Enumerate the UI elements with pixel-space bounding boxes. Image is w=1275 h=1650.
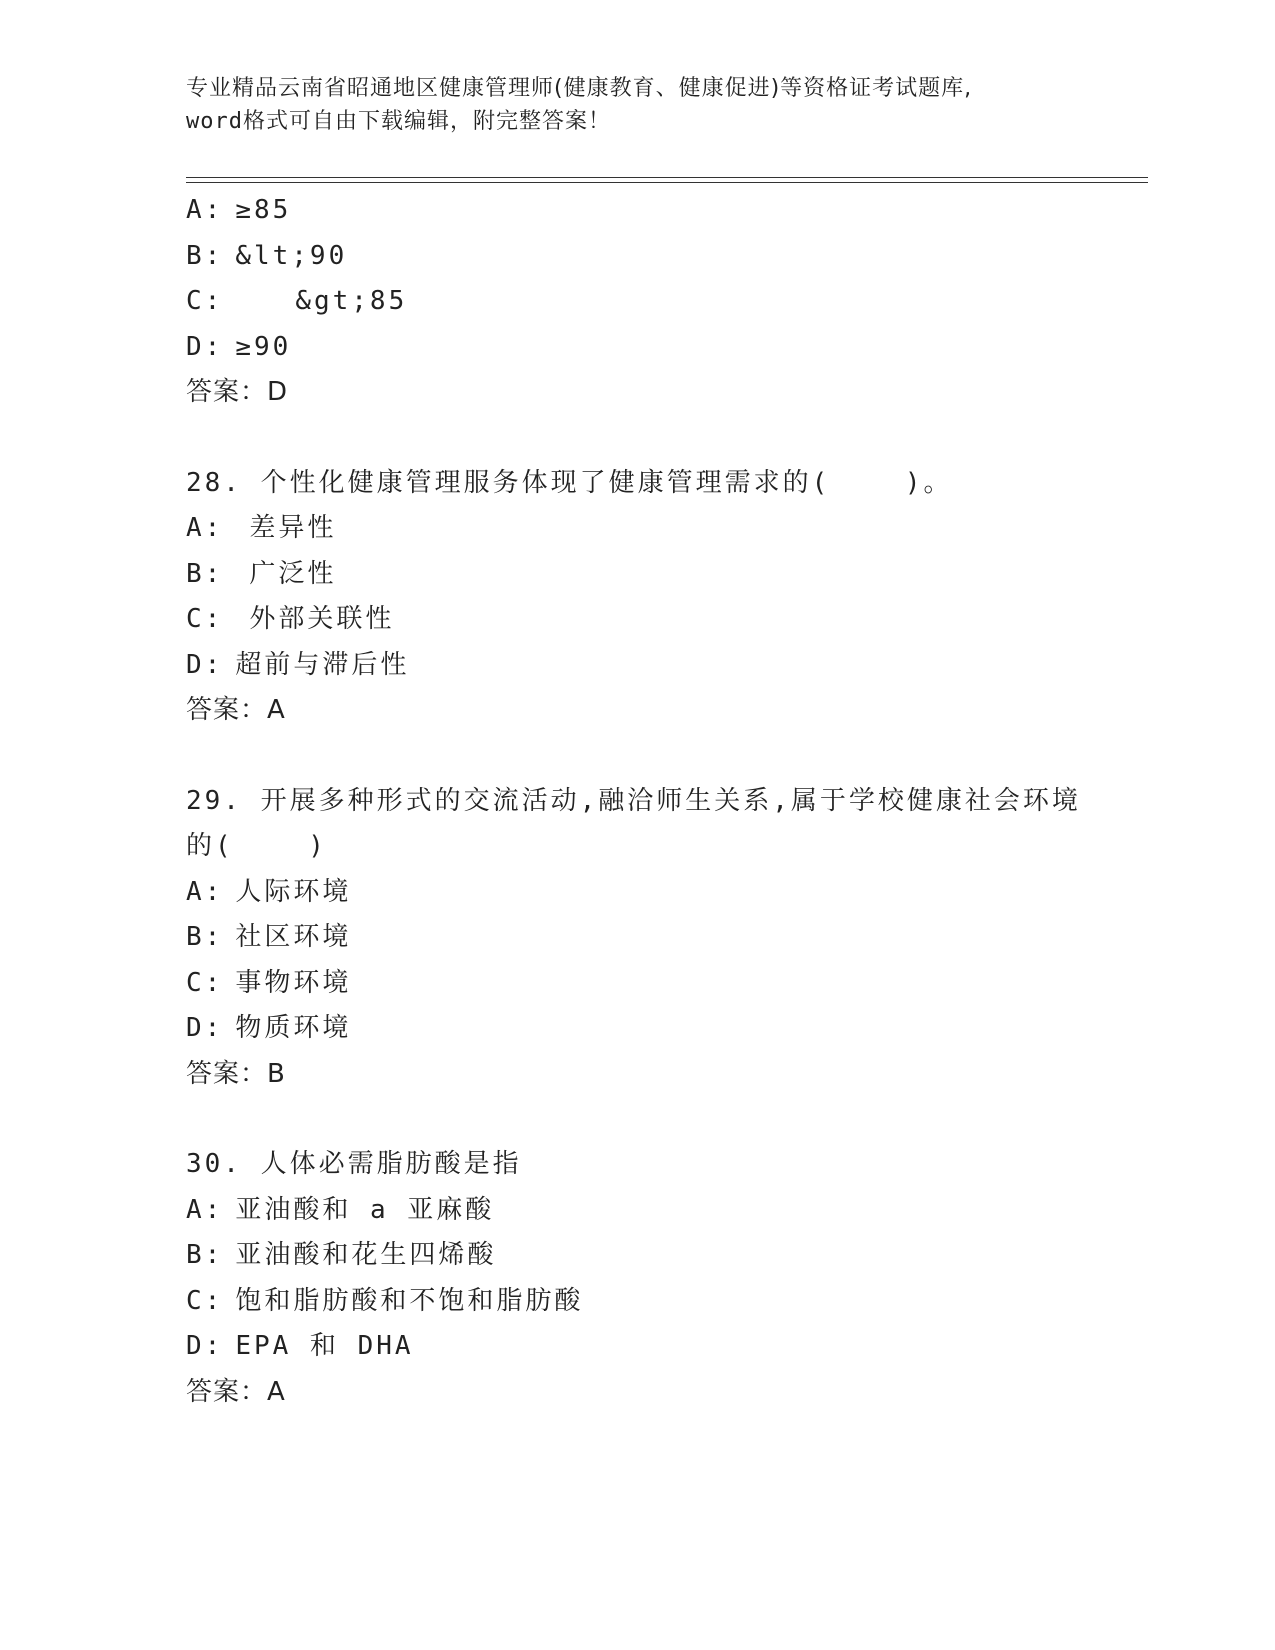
document-header bbox=[186, 72, 1106, 138]
option-b: B: 广泛性 bbox=[186, 558, 337, 589]
question-29 bbox=[186, 779, 1126, 1098]
answer: 答案：A bbox=[186, 1376, 286, 1407]
spacer bbox=[186, 416, 1126, 461]
spacer bbox=[186, 1097, 1126, 1142]
question-stem-line-2: 的( ) bbox=[186, 831, 327, 861]
option-c: C: 饱和脂肪酸和不饱和脂肪酸 bbox=[186, 1285, 584, 1316]
option-c: C: 事物环境 bbox=[186, 967, 352, 998]
option-a: A: 亚油酸和 a 亚麻酸 bbox=[186, 1194, 495, 1225]
option-a: A: 人际环境 bbox=[186, 876, 352, 907]
option-a: A: 差异性 bbox=[186, 513, 337, 543]
answer: 答案：A bbox=[186, 695, 286, 725]
option-c: C: &gt;85 bbox=[186, 286, 408, 316]
header-divider-top bbox=[186, 177, 1148, 178]
question-list bbox=[186, 188, 1126, 1415]
question-30 bbox=[186, 1142, 1126, 1415]
header-line-1: 专业精品云南省昭通地区健康管理师(健康教育、健康促进)等资格证考试题库, bbox=[186, 76, 973, 101]
option-d: D: 超前与滞后性 bbox=[186, 649, 410, 680]
header-divider-bottom bbox=[186, 182, 1148, 183]
question-stem: 28. 个性化健康管理服务体现了健康管理需求的( )。 bbox=[186, 467, 953, 498]
question-28 bbox=[186, 461, 1126, 734]
question-stem: 30. 人体必需脂肪酸是指 bbox=[186, 1149, 522, 1179]
spacer bbox=[186, 734, 1126, 779]
question-27 bbox=[186, 188, 1126, 416]
option-b: B: 社区环境 bbox=[186, 922, 352, 952]
option-a: A: ≥85 bbox=[186, 195, 292, 225]
option-b: B: &lt;90 bbox=[186, 240, 348, 271]
header-line-2: word格式可自由下载编辑，附完整答案！ bbox=[186, 109, 611, 134]
answer: 答案：B bbox=[186, 1058, 286, 1089]
option-b: B: 亚油酸和花生四烯酸 bbox=[186, 1240, 497, 1270]
option-c: C: 外部关联性 bbox=[186, 604, 395, 634]
option-d: D: EPA 和 DHA bbox=[186, 1331, 414, 1361]
question-stem-line-1: 29. 开展多种形式的交流活动,融洽师生关系,属于学校健康社会环境 bbox=[186, 785, 1081, 816]
option-d: D: ≥90 bbox=[186, 331, 292, 362]
answer: 答案：D bbox=[186, 377, 289, 407]
option-d: D: 物质环境 bbox=[186, 1013, 352, 1043]
